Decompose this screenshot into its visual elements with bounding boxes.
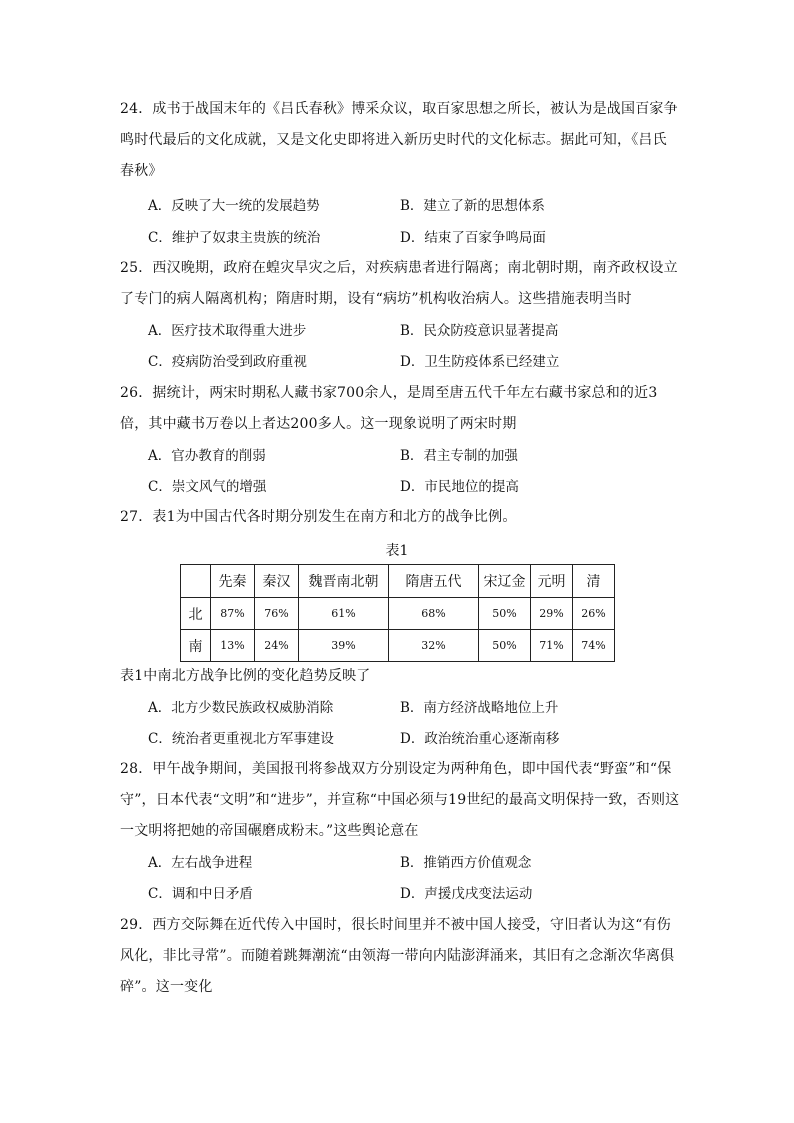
table-cell: 50% xyxy=(479,630,531,662)
table-cell: 61% xyxy=(299,598,389,630)
table-cell: 71% xyxy=(531,630,573,662)
question-26-option-b: B．君主专制的加强 xyxy=(400,448,518,464)
table-cell: 32% xyxy=(389,630,479,662)
question-24-option-b: B．建立了新的思想体系 xyxy=(400,198,545,214)
question-28-option-a: A．左右战争进程 xyxy=(148,855,253,871)
question-28-option-b: B．推销西方价值观念 xyxy=(400,855,532,871)
table-cell: 68% xyxy=(389,598,479,630)
question-26-option-d: D．市民地位的提高 xyxy=(400,479,519,495)
table-cell: 29% xyxy=(531,598,573,630)
war-ratio-table xyxy=(180,564,615,662)
question-27-option-c: C．统治者更重视北方军事建设 xyxy=(148,731,334,747)
question-26-option-c: C．崇文风气的增强 xyxy=(148,479,267,495)
table-row-label: 南 xyxy=(181,630,211,662)
question-24-option-c: C．维护了奴隶主贵族的统治 xyxy=(148,230,321,246)
table-header-cell: 宋辽金 xyxy=(479,565,531,598)
table-row-north xyxy=(181,598,615,630)
table-header-cell: 隋唐五代 xyxy=(389,565,479,598)
table-row-label: 北 xyxy=(181,598,211,630)
question-27-option-a: A．北方少数民族政权威胁消除 xyxy=(148,700,334,716)
table-header-cell: 魏晋南北朝 xyxy=(299,565,389,598)
table-cell: 74% xyxy=(573,630,615,662)
table-cell: 87% xyxy=(211,598,255,630)
question-25-option-b: B．民众防疫意识显著提高 xyxy=(400,323,559,339)
question-29-stem: 29．西方交际舞在近代传入中国时，很长时间里并不被中国人接受，守旧者认为这“有伤风化，非比寻常”。而随着跳舞潮流“由领海一带向内陆澎湃涌来，其旧有之念渐次华离俱碎”。这一变化 xyxy=(120,917,675,995)
table-corner-cell xyxy=(181,565,211,598)
question-24-option-a: A．反映了大一统的发展趋势 xyxy=(148,198,320,214)
question-24-option-d: D．结束了百家争鸣局面 xyxy=(400,230,546,246)
question-27-stem: 27．表1为中国古代各时期分别发生在南方和北方的战争比例。 xyxy=(120,509,517,525)
table-row-south xyxy=(181,630,615,662)
table-cell: 50% xyxy=(479,598,531,630)
table-header-cell: 先秦 xyxy=(211,565,255,598)
table-cell: 26% xyxy=(573,598,615,630)
question-25-option-d: D．卫生防疫体系已经建立 xyxy=(400,354,560,370)
question-25-option-c: C．疫病防治受到政府重视 xyxy=(148,354,307,370)
question-26-stem: 26．据统计，两宋时期私人藏书家700余人，是周至唐五代千年左右藏书家总和的近3倍，其中藏书万卷以上者达200多人。这一现象说明了两宋时期 xyxy=(120,385,658,432)
question-27-option-d: D．政治统治重心逐渐南移 xyxy=(400,731,560,747)
question-25-option-a: A．医疗技术取得重大进步 xyxy=(148,323,307,339)
table-cell: 13% xyxy=(211,630,255,662)
table-caption: 表1 xyxy=(385,543,409,559)
question-27-option-b: B．南方经济战略地位上升 xyxy=(400,700,559,716)
table-cell: 76% xyxy=(255,598,299,630)
question-28-stem: 28．甲午战争期间，美国报刊将参战双方分别设定为两种角色，即中国代表“野蛮”和“保守”，日本代表“文明”和“进步”，并宣称“中国必须与19世纪的最高文明保持一致，否则这一文明将把她的帝国碾磨成粉末。”这些舆论意在 xyxy=(120,761,680,839)
question-27-followup: 表1中南北方战争比例的变化趋势反映了 xyxy=(120,668,371,684)
question-28-option-c: C．调和中日矛盾 xyxy=(148,886,253,902)
question-28-option-d: D．声援戊戌变法运动 xyxy=(400,886,533,902)
table-cell: 39% xyxy=(299,630,389,662)
question-24-stem: 24．成书于战国末年的《吕氏春秋》博采众议，取百家思想之所长，被认为是战国百家争鸣时代最后的文化成就，又是文化史即将进入新历史时代的文化标志。据此可知，《吕氏春秋》 xyxy=(120,101,678,179)
table-header-row xyxy=(181,565,615,598)
table-header-cell: 元明 xyxy=(531,565,573,598)
table-header-cell: 清 xyxy=(573,565,615,598)
table-cell: 24% xyxy=(255,630,299,662)
table-header-cell: 秦汉 xyxy=(255,565,299,598)
question-26-option-a: A．官办教育的削弱 xyxy=(148,448,266,464)
question-25-stem: 25．西汉晚期，政府在蝗灾旱灾之后，对疾病患者进行隔离；南北朝时期，南齐政权设立了专门的病人隔离机构；隋唐时期，设有“病坊”机构收治病人。这些措施表明当时 xyxy=(120,260,678,307)
